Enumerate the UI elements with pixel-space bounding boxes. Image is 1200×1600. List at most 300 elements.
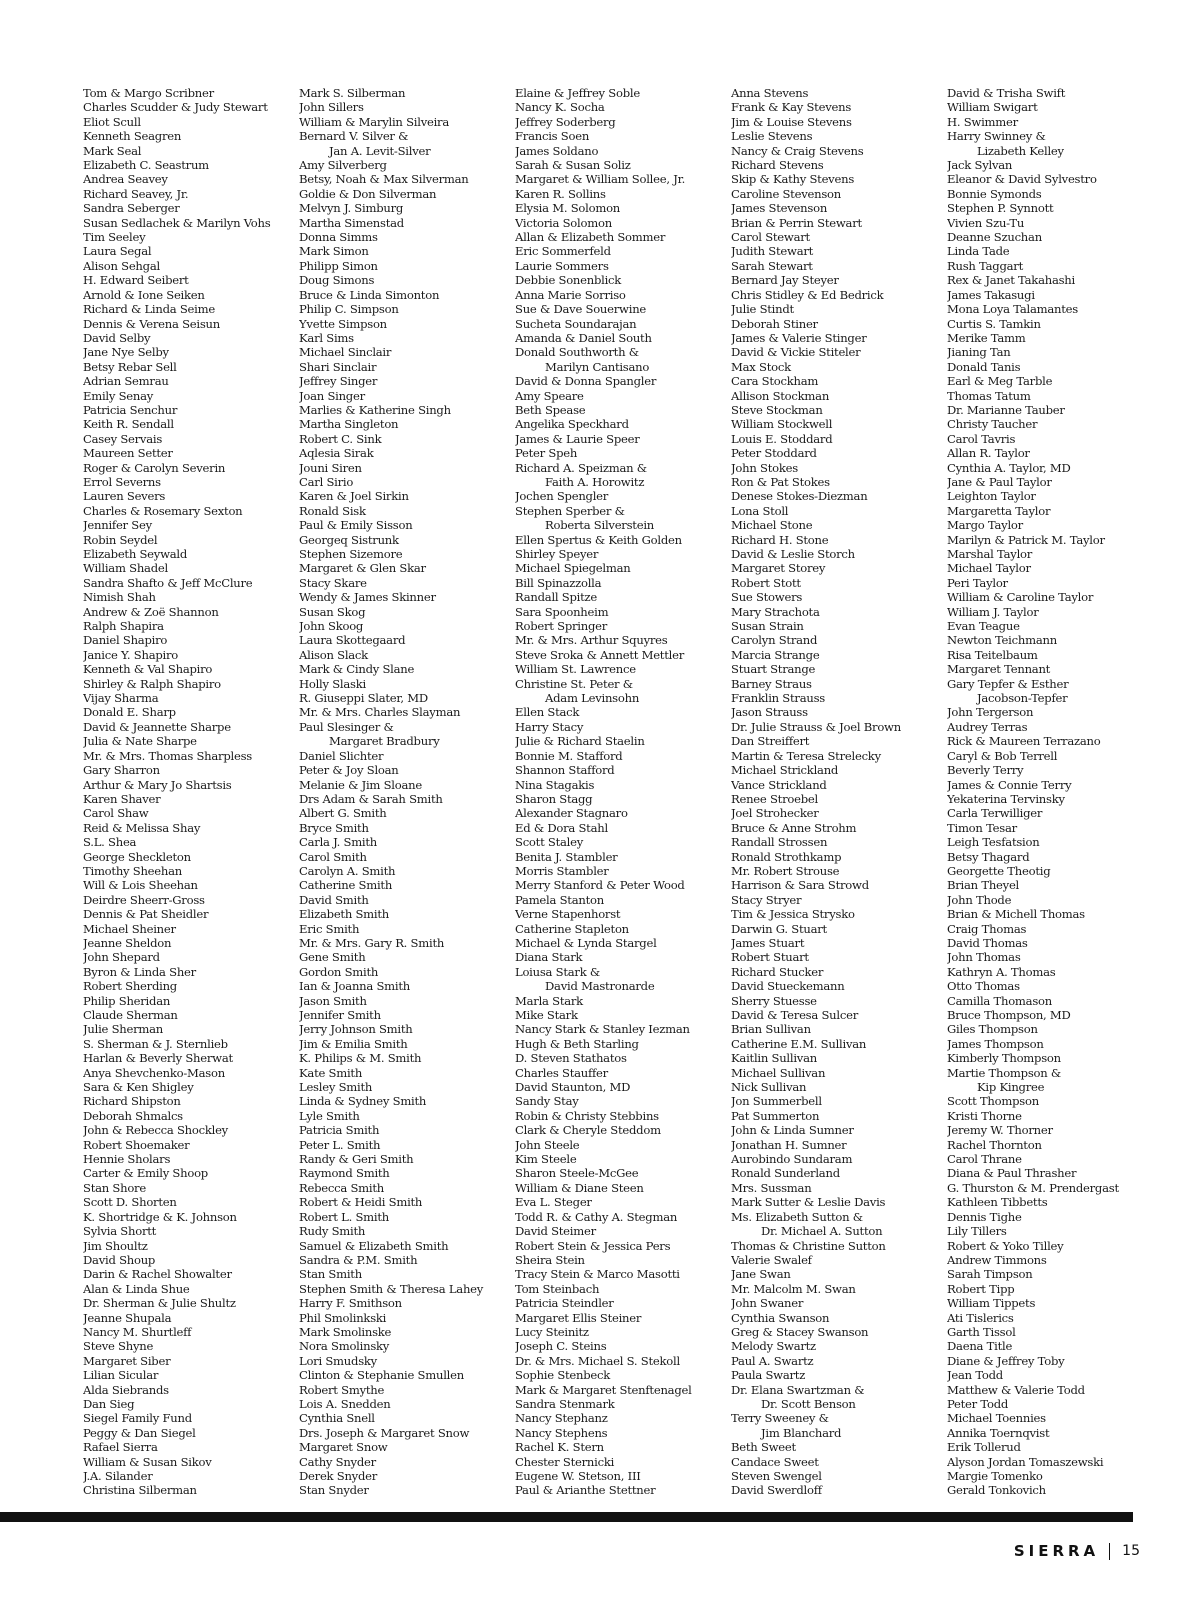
donor-name: Raymond Smith — [299, 1166, 390, 1181]
donor-name: Michael Taylor — [947, 561, 1031, 576]
donor-name: Margaret Storey — [731, 561, 826, 576]
donor-name: Daniel Shapiro — [83, 633, 168, 648]
donor-name: Catherine Smith — [299, 878, 393, 893]
donor-name: Randall Strossen — [731, 835, 828, 850]
donor-name: H. Edward Seibert — [83, 273, 189, 288]
donor-name: Kenneth & Val Shapiro — [83, 662, 213, 677]
donor-name: Valerie Swalef — [731, 1252, 812, 1267]
donor-name: Kaitlin Sullivan — [731, 1051, 817, 1066]
donor-name: David & Jeannette Sharpe — [83, 719, 231, 734]
donor-name: Jeanne Shupala — [83, 1310, 172, 1325]
donor-name: Louis E. Stoddard — [731, 431, 833, 446]
donor-name: Patricia Steindler — [515, 1296, 614, 1311]
donor-name: G. Thurston & M. Prendergast — [947, 1180, 1119, 1195]
donor-name: Thomas & Christine Sutton — [731, 1238, 886, 1253]
donor-name: Alan & Linda Shue — [83, 1281, 190, 1296]
donor-name: Jeffrey Singer — [299, 374, 378, 389]
donor-name: Patricia Senchur — [83, 402, 178, 417]
donor-name: Eric Smith — [299, 921, 360, 936]
donor-name: Julie & Richard Staelin — [515, 734, 645, 749]
donor-name: Joan Singer — [299, 388, 365, 403]
donor-name: John Skoog — [299, 619, 364, 634]
donor-name: Ronald Sunderland — [731, 1166, 840, 1181]
donor-name: Darin & Rachel Showalter — [83, 1267, 232, 1282]
donor-name: Vance Strickland — [731, 777, 827, 792]
donor-name: Patricia Smith — [299, 1123, 380, 1138]
donor-name: Richard A. Speizman & — [515, 460, 647, 475]
donor-name: Mrs. Sussman — [731, 1180, 812, 1195]
donor-name: Gary Sharron — [83, 763, 160, 778]
donor-name: Leighton Taylor — [947, 489, 1036, 504]
donor-name: Donald E. Sharp — [83, 705, 176, 720]
donor-name: William J. Taylor — [947, 604, 1039, 619]
donor-name: Richard Stevens — [731, 158, 824, 173]
donor-name: Mark & Margaret Stenftenagel — [515, 1382, 692, 1397]
donor-name: Newton Teichmann — [947, 633, 1057, 648]
donor-name: Christine St. Peter & — [515, 676, 633, 691]
donor-name: Nancy M. Shurtleff — [83, 1324, 192, 1339]
donor-name: Elizabeth C. Seastrum — [83, 158, 209, 173]
donor-name: James Takasugi — [947, 287, 1035, 302]
donor-name: Stan Shore — [83, 1180, 146, 1195]
donor-name: Michael Toennies — [947, 1411, 1046, 1426]
donor-name: Brian & Perrin Stewart — [731, 215, 862, 230]
donor-name: Allan R. Taylor — [947, 446, 1030, 461]
donor-name: Errol Severns — [83, 474, 161, 489]
donor-name: Arnold & Ione Seiken — [83, 287, 205, 302]
donor-name: J.A. Silander — [83, 1469, 153, 1483]
donor-name: Nancy Stephanz — [515, 1411, 608, 1426]
donor-name: Karen Shaver — [83, 791, 161, 806]
donor-name: Merry Stanford & Peter Wood — [515, 878, 685, 893]
donor-name: David & Donna Spangler — [515, 374, 657, 389]
donor-name: Lyle Smith — [299, 1108, 360, 1123]
donor-name: Aqlesia Sirak — [299, 446, 374, 461]
donor-name: Janice Y. Shapiro — [83, 647, 179, 662]
donor-name: Lauren Severs — [83, 489, 166, 504]
donor-name: Timothy Sheehan — [83, 863, 183, 878]
donor-name: Wendy & James Skinner — [299, 590, 436, 605]
donor-name: Michael & Lynda Stargel — [515, 935, 657, 950]
footer-divider — [1109, 1543, 1110, 1560]
donor-name: Mark Simon — [299, 244, 369, 259]
donor-name: Caryl & Bob Terrell — [947, 748, 1058, 763]
donor-name: Harry F. Smithson — [299, 1296, 402, 1311]
donor-column — [299, 86, 515, 1511]
donor-name: Merike Tamm — [947, 330, 1026, 345]
donor-name: Susan Strain — [731, 619, 804, 634]
donor-name: Beth Sweet — [731, 1440, 796, 1455]
donor-name: Eric Sommerfeld — [515, 244, 611, 259]
donor-name: Sandy Stay — [515, 1094, 579, 1109]
donor-name: Vivien Szu-Tu — [947, 215, 1025, 230]
donor-name: Steve Sroka & Annett Mettler — [515, 647, 684, 662]
donor-name: Daniel Slichter — [299, 748, 384, 763]
donor-name: Marilyn & Patrick M. Taylor — [947, 532, 1105, 547]
donor-name: Mark Smolinske — [299, 1324, 392, 1339]
donor-name: Albert G. Smith — [299, 806, 387, 821]
donor-name: Shannon Stafford — [515, 763, 615, 778]
donor-name: Robin Seydel — [83, 532, 158, 547]
donor-name: Margaret Siber — [83, 1353, 171, 1368]
donor-name: Derek Snyder — [299, 1469, 378, 1483]
donor-name: Peter Stoddard — [731, 446, 817, 461]
donor-name-continuation: Roberta Silverstein — [545, 518, 654, 533]
donor-name: Philip Sheridan — [83, 993, 171, 1008]
donor-name: Will & Lois Sheehan — [83, 878, 198, 893]
donor-name: Jim Shoultz — [83, 1238, 148, 1253]
donor-name: Margaret Snow — [299, 1440, 388, 1455]
donor-name: Mike Stark — [515, 1008, 578, 1022]
donor-name: Renee Stroebel — [731, 791, 818, 806]
donor-name: Keith R. Sendall — [83, 417, 174, 432]
donor-name: David Shoup — [83, 1252, 156, 1267]
donor-name: Carla J. Smith — [299, 835, 378, 850]
donor-name: Stephen Sizemore — [299, 547, 403, 561]
donor-name: John Swaner — [731, 1296, 804, 1311]
donor-name: Darwin G. Stuart — [731, 921, 827, 936]
donor-name: Beth Spease — [515, 402, 586, 417]
donor-name: David Steimer — [515, 1224, 596, 1239]
donor-name: Evan Teague — [947, 619, 1020, 634]
donor-name: Sandra Stenmark — [515, 1396, 615, 1411]
donor-name: Margo Taylor — [947, 518, 1023, 533]
donor-name: Anna Marie Sorriso — [515, 287, 626, 302]
donor-name: Kathleen Tibbetts — [947, 1195, 1048, 1210]
donor-name: Victoria Solomon — [515, 215, 612, 230]
donor-name: Kimberly Thompson — [947, 1051, 1061, 1066]
donor-column — [731, 86, 947, 1511]
donor-name: Garth Tissol — [947, 1324, 1016, 1339]
page-footer — [1014, 1542, 1140, 1560]
donor-name: Hugh & Beth Starling — [515, 1036, 639, 1051]
donor-name: Charles & Rosemary Sexton — [83, 503, 243, 518]
donor-name: Terry Sweeney & — [731, 1411, 829, 1426]
donor-name: K. Philips & M. Smith — [299, 1051, 422, 1066]
donor-name: Lilian Sicular — [83, 1368, 159, 1383]
donor-name: Tim Seeley — [83, 230, 146, 245]
donor-name: Curtis S. Tamkin — [947, 316, 1041, 331]
donor-name: Peter & Joy Sloan — [299, 763, 399, 778]
donor-name: Erik Tollerud — [947, 1440, 1021, 1455]
donor-name: Nancy & Craig Stevens — [731, 143, 864, 158]
donor-name: John Thomas — [947, 950, 1021, 965]
donor-name-continuation: Lizabeth Kelley — [977, 143, 1064, 158]
donor-name: Georgette Theotig — [947, 863, 1051, 878]
donor-name-continuation: Marilyn Cantisano — [545, 359, 650, 374]
donor-name: Allan & Elizabeth Sommer — [515, 230, 666, 245]
donor-name: Charles Scudder & Judy Stewart — [83, 100, 268, 115]
donor-name: Cynthia Swanson — [731, 1310, 830, 1325]
donor-name: Cynthia Snell — [299, 1411, 375, 1426]
donor-name: Alexander Stagnaro — [515, 806, 628, 821]
donor-name: Carol Shaw — [83, 806, 149, 821]
donor-name: Deborah Stiner — [731, 316, 818, 331]
donor-name: Ellen Spertus & Keith Golden — [515, 532, 682, 547]
donor-name: Nick Sullivan — [731, 1080, 807, 1095]
donor-name: Dennis & Pat Sheidler — [83, 907, 209, 922]
donor-name: Siegel Family Fund — [83, 1411, 192, 1426]
donor-name: Audrey Terras — [947, 719, 1028, 734]
donor-name: Bruce & Anne Strohm — [731, 820, 857, 835]
donor-name: Hennie Sholars — [83, 1152, 171, 1167]
donor-name: William St. Lawrence — [515, 662, 636, 677]
donor-name: Jeanne Sheldon — [83, 935, 172, 950]
donor-name: Mark S. Silberman — [299, 86, 406, 100]
donor-name: Jim & Emilia Smith — [299, 1036, 408, 1051]
donor-name: Doug Simons — [299, 273, 375, 288]
donor-name: David Smith — [299, 892, 369, 907]
donor-name: John & Rebecca Shockley — [83, 1123, 228, 1138]
donor-name: Robert & Yoko Tilley — [947, 1238, 1064, 1253]
donor-name: Christy Taucher — [947, 417, 1038, 432]
donor-name: Steve Shyne — [83, 1339, 154, 1354]
donor-name: Andrea Seavey — [83, 172, 168, 187]
donor-name-continuation: Margaret Bradbury — [329, 734, 440, 749]
donor-name: Sue & Dave Souerwine — [515, 302, 647, 317]
donor-name: Philipp Simon — [299, 258, 378, 273]
donor-name: Julie Stindt — [731, 302, 794, 317]
donor-name: Robert Tipp — [947, 1281, 1015, 1296]
donor-name: John Shepard — [83, 950, 160, 965]
donor-name: Richard & Linda Seime — [83, 302, 215, 317]
donor-name: David & Vickie Stiteler — [731, 345, 861, 360]
donor-name: Mr. Robert Strouse — [731, 863, 840, 878]
donor-name: Sandra Shafto & Jeff McClure — [83, 575, 253, 590]
donor-name: Carter & Emily Shoop — [83, 1166, 208, 1181]
donor-name: Kenneth Seagren — [83, 129, 182, 144]
donor-name: Claude Sherman — [83, 1008, 178, 1022]
donor-name: William Stockwell — [731, 417, 833, 432]
donor-name: Jane & Paul Taylor — [947, 474, 1052, 489]
donor-name: Karl Sims — [299, 330, 354, 345]
donor-name: Scott Thompson — [947, 1094, 1039, 1109]
donor-name: Judith Stewart — [731, 244, 814, 259]
donor-name: William & Susan Sikov — [83, 1454, 212, 1469]
donor-name: Annika Toernqvist — [947, 1425, 1050, 1440]
donor-name: Stephen Sperber & — [515, 503, 625, 518]
donor-name: Tim & Jessica Strysko — [731, 907, 855, 922]
donor-name: William & Diane Steen — [515, 1180, 644, 1195]
donor-name: Jason Strauss — [731, 705, 808, 720]
donor-name: Carolyn A. Smith — [299, 863, 396, 878]
donor-name: Mr. & Mrs. Thomas Sharpless — [83, 748, 252, 763]
donor-name: Risa Teitelbaum — [947, 647, 1038, 662]
donor-name-continuation: Jacobson-Tepfer — [977, 691, 1068, 706]
donor-name: Anya Shevchenko-Mason — [83, 1065, 225, 1080]
donor-name: David & Teresa Sulcer — [731, 1008, 858, 1022]
donor-name: Rafael Sierra — [83, 1440, 158, 1455]
donor-name: Mark Sutter & Leslie Davis — [731, 1195, 886, 1210]
donor-column — [947, 86, 1163, 1511]
donor-name: James Stuart — [731, 935, 805, 950]
donor-name: Dan Sieg — [83, 1396, 135, 1411]
donor-name: Scott Staley — [515, 835, 584, 850]
donor-name: Ellen Stack — [515, 705, 580, 720]
donor-name: Bill Spinazzolla — [515, 575, 602, 590]
donor-name: Dr. Marianne Tauber — [947, 402, 1065, 417]
donor-name: S.L. Shea — [83, 835, 137, 850]
donor-name: Roger & Carolyn Severin — [83, 460, 226, 475]
donor-name: Lois A. Snedden — [299, 1396, 391, 1411]
donor-name: Pamela Stanton — [515, 892, 604, 907]
donor-name: Nora Smolinsky — [299, 1339, 390, 1354]
donor-list — [83, 86, 1163, 1511]
donor-name: Chester Sternicki — [515, 1454, 615, 1469]
donor-name: S. Sherman & J. Sternlieb — [83, 1036, 228, 1051]
donor-name: Adrian Semrau — [83, 374, 169, 389]
donor-name: Sandra & P.M. Smith — [299, 1252, 418, 1267]
donor-name: Ronald Strothkamp — [731, 849, 842, 864]
donor-name: Drs Adam & Sarah Smith — [299, 791, 443, 806]
donor-name: Jochen Spengler — [515, 489, 609, 504]
donor-name: Stephen P. Synnott — [947, 201, 1054, 216]
donor-name: Sylvia Shortt — [83, 1224, 157, 1239]
donor-name-continuation: Dr. Scott Benson — [761, 1396, 856, 1411]
donor-name: Alison Slack — [299, 647, 368, 662]
donor-name: Jeremy W. Thorner — [947, 1123, 1053, 1138]
donor-name: James Thompson — [947, 1036, 1044, 1051]
donor-name: Bonnie Symonds — [947, 186, 1042, 201]
donor-name: Diane & Jeffrey Toby — [947, 1353, 1065, 1368]
donor-name: Brian Theyel — [947, 878, 1020, 893]
donor-name: Michael Sullivan — [731, 1065, 826, 1080]
donor-name: Cynthia A. Taylor, MD — [947, 460, 1071, 475]
donor-name: Donald Southworth & — [515, 345, 639, 360]
donor-name: Benita J. Stambler — [515, 849, 618, 864]
donor-name: David & Leslie Storch — [731, 547, 855, 561]
donor-name: Bernard V. Silver & — [299, 129, 409, 144]
donor-name: David & Trisha Swift — [947, 86, 1066, 100]
donor-name: Robert Stuart — [731, 950, 809, 965]
donor-name: Dr. Elana Swartzman & — [731, 1382, 865, 1397]
donor-name: Martha Singleton — [299, 417, 399, 432]
donor-name: Alyson Jordan Tomaszewski — [947, 1454, 1104, 1469]
donor-name: Sandra Seberger — [83, 201, 180, 216]
donor-name: Jane Nye Selby — [83, 345, 169, 360]
donor-name: Tom Steinbach — [515, 1281, 600, 1296]
donor-name: Mr. & Mrs. Arthur Squyres — [515, 633, 668, 648]
donor-name: Sara Spoonheim — [515, 604, 609, 619]
donor-name: William Tippets — [947, 1296, 1036, 1311]
donor-name: Sue Stowers — [731, 590, 803, 605]
donor-name-continuation: Adam Levinsohn — [545, 691, 640, 706]
donor-name: Randy & Geri Smith — [299, 1152, 414, 1167]
donor-name: Mr. & Mrs. Charles Slayman — [299, 705, 461, 720]
donor-name: David Thomas — [947, 935, 1028, 950]
donor-name: Alda Siebrands — [83, 1382, 169, 1397]
donor-name: Jon Summerbell — [731, 1094, 822, 1109]
donor-name: David Selby — [83, 330, 151, 345]
donor-name: Caroline Stevenson — [731, 186, 841, 201]
donor-name: John Thode — [947, 892, 1012, 907]
donor-name: Max Stock — [731, 359, 791, 374]
donor-name: Drs. Joseph & Margaret Snow — [299, 1425, 470, 1440]
donor-name: Leigh Tesfatsion — [947, 835, 1040, 850]
donor-name: John Sillers — [299, 100, 364, 115]
donor-name: Gordon Smith — [299, 964, 379, 979]
donor-name: Peter Todd — [947, 1396, 1009, 1411]
donor-name: Elaine & Jeffrey Soble — [515, 86, 640, 100]
donor-name: Craig Thomas — [947, 921, 1027, 936]
donor-name: Jack Sylvan — [947, 158, 1013, 173]
donor-name: Lesley Smith — [299, 1080, 373, 1095]
donor-name: Elysia M. Solomon — [515, 201, 621, 216]
donor-name: William & Marylin Silveira — [299, 114, 450, 129]
donor-name: Angelika Speckhard — [515, 417, 629, 432]
donor-name: Sarah Timpson — [947, 1267, 1033, 1282]
donor-name: Kim Steele — [515, 1152, 577, 1167]
donor-name: Paula Swartz — [731, 1368, 806, 1383]
donor-name: Todd R. & Cathy A. Stegman — [515, 1209, 678, 1224]
donor-name: Michael Sheiner — [83, 921, 176, 936]
donor-name: Brian Sullivan — [731, 1022, 811, 1037]
donor-name: Vijay Sharma — [83, 691, 159, 706]
donor-name: Loiusa Stark & — [515, 964, 600, 979]
donor-name: Dr. Sherman & Julie Shultz — [83, 1296, 236, 1311]
donor-name: Paul Slesinger & — [299, 719, 394, 734]
donor-name: Sophie Stenbeck — [515, 1368, 611, 1383]
donor-name: Robert Stein & Jessica Pers — [515, 1238, 671, 1253]
donor-name: Pat Summerton — [731, 1108, 820, 1123]
donor-name: Debbie Sonenblick — [515, 273, 622, 288]
donor-name: Gary Tepfer & Esther — [947, 676, 1069, 691]
donor-name: John Tergerson — [947, 705, 1034, 720]
donor-name: Greg & Stacey Swanson — [731, 1324, 869, 1339]
donor-name: Betsy Rebar Sell — [83, 359, 177, 374]
donor-name: Sheira Stein — [515, 1252, 585, 1267]
donor-name: Nancy K. Socha — [515, 100, 605, 115]
donor-name: Jerry Johnson Smith — [299, 1022, 413, 1037]
donor-name: Goldie & Don Silverman — [299, 186, 437, 201]
donor-name: Peggy & Dan Siegel — [83, 1425, 196, 1440]
donor-name: Laura Segal — [83, 244, 152, 259]
donor-name: Martin & Teresa Strelecky — [731, 748, 881, 763]
donor-name: Bruce Thompson, MD — [947, 1008, 1071, 1022]
donor-name: Ronald Sisk — [299, 503, 366, 518]
donor-name: Nimish Shah — [83, 590, 156, 605]
donor-name-continuation: Kip Kingree — [977, 1080, 1045, 1095]
donor-name: Michael Stone — [731, 518, 813, 533]
donor-name: Elizabeth Smith — [299, 907, 390, 922]
donor-name: Harlan & Beverly Sherwat — [83, 1051, 233, 1066]
donor-name: Stan Snyder — [299, 1483, 369, 1498]
donor-name: David Staunton, MD — [515, 1080, 631, 1095]
donor-name: James & Connie Terry — [947, 777, 1072, 792]
donor-name: Andrew Timmons — [947, 1252, 1047, 1267]
donor-name: Lona Stoll — [731, 503, 789, 518]
donor-name: Steven Swengel — [731, 1469, 822, 1483]
donor-name: Margie Tomenko — [947, 1469, 1043, 1483]
donor-name: John & Linda Sumner — [731, 1123, 854, 1138]
donor-name: K. Shortridge & K. Johnson — [83, 1209, 237, 1224]
donor-name: Shirley & Ralph Shapiro — [83, 676, 221, 691]
donor-name: Michael Sinclair — [299, 345, 392, 360]
donor-name: Amy Speare — [515, 388, 584, 403]
donor-name: Robert Smythe — [299, 1382, 385, 1397]
donor-name: Matthew & Valerie Todd — [947, 1382, 1085, 1397]
donor-name: Dennis Tighe — [947, 1209, 1022, 1224]
donor-name: Melanie & Jim Sloane — [299, 777, 422, 792]
donor-name: Sherry Stuesse — [731, 993, 817, 1008]
donor-name: James & Laurie Speer — [515, 431, 640, 446]
donor-name: Carol Tavris — [947, 431, 1016, 446]
donor-name: Byron & Linda Sher — [83, 964, 196, 979]
donor-name: Robert Shoemaker — [83, 1137, 190, 1152]
donor-name: Betsy Thagard — [947, 849, 1030, 864]
donor-name: William Swigart — [947, 100, 1038, 115]
donor-name: Sarah & Susan Soliz — [515, 158, 631, 173]
